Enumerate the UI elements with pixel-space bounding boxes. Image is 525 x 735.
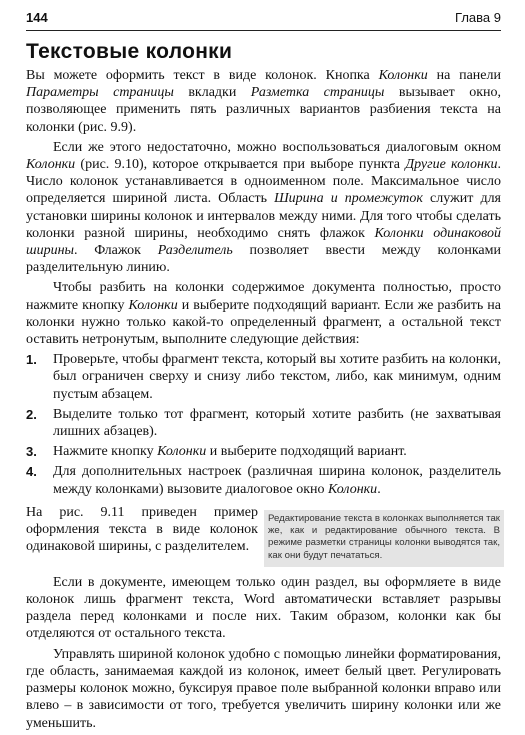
paragraph-split: Чтобы разбить на колонки содержимое документа полностью, просто нажмите кнопку Колонки и выберите подходящий вариант. Если же разбить на колонки нужно только какой-то определенный фрагмент, а остальной текст оставить нетронутым, выполните следующие действия: (26, 280, 501, 348)
list-item (26, 406, 501, 440)
step-number: 1. (26, 352, 37, 368)
step-number: 2. (26, 406, 37, 422)
step-text: Для дополнительных настроек (различная ширина колонок, разделитель между колонками) вызовите диалоговое окно Колонки. (53, 464, 501, 497)
paragraph-dialog: Если же этого недостаточно, можно воспользоваться диалоговым окном Колонки (рис. 9.10), которое открывается при выборе пункта Другие колонки. Число колонок устанавливается в одноименном поле. Максимальное число определяется шириной листа. Область Ширина и промежуток служит для установки ширины колонок и интервалов между ними. Для того чтобы сделать колонки разной ширины, необходимо снять флажок Колонки одинаковой ширины. Флажок Разделитель позволяет ввести между колонками разделительную линию. (26, 139, 502, 276)
step-text: Нажмите кнопку Колонки и выберите подходящий вариант. (53, 444, 407, 460)
body-text (26, 67, 501, 735)
paragraph-intro: Вы можете оформить текст в виде колонок. Кнопка Колонки на панели Параметры страницы вкладки Разметка страницы вызывает окно, позволяющее применить пять различных вариантов разбиения текста на колонки (рис. 9.9). (26, 68, 502, 135)
running-header (26, 10, 501, 31)
figure-sample-text: Редактирование текста в колонках выполняется так же, как и редактирование обычного текста. В режиме разметки страницы колонки выводятся так, как они будут печататься. (264, 510, 504, 567)
step-text: Выделите только тот фрагмент, который хотите разбить (не захватывая лишних абзацев). (53, 406, 501, 440)
step-text: Проверьте, чтобы фрагмент текста, который вы хотите разбить на колонки, был ограничен сверху и снизу либо текстом, либо, как минимум, одним пустым абзацем. (53, 352, 501, 402)
paragraph-section: Если в документе, имеющем только один раздел, вы оформляете в виде колонок лишь фрагмент текста, Word автоматически вставляет разрывы раздела перед колонками и после них. Таким образом, колонки как бы отделяются от остального текста. (26, 574, 501, 642)
steps-list (26, 351, 501, 498)
paragraph-width: Управлять шириной колонок удобно с помощью линейки форматирования, где область, занимаемая каждой из колонок, имеет белый цвет. Регулировать размеры колонок можно, буксируя правое поле выбранной колонки вправо или влево – в зависимости от того, требуется увеличить ширину колонки или же уменьшить. (26, 646, 501, 731)
list-item (26, 463, 501, 497)
step-number: 3. (26, 444, 37, 460)
page-number: 144 (26, 10, 48, 25)
figure-block (26, 504, 501, 574)
chapter-label: Глава 9 (455, 10, 501, 25)
figure-paragraph: На рис. 9.11 приведен пример оформления текста в виде колонок одинаковой ширины, с разделителем. (26, 504, 258, 555)
list-item (26, 443, 501, 460)
section-title: Текстовые колонки (26, 40, 233, 63)
step-number: 4. (26, 464, 37, 480)
list-item (26, 351, 501, 403)
